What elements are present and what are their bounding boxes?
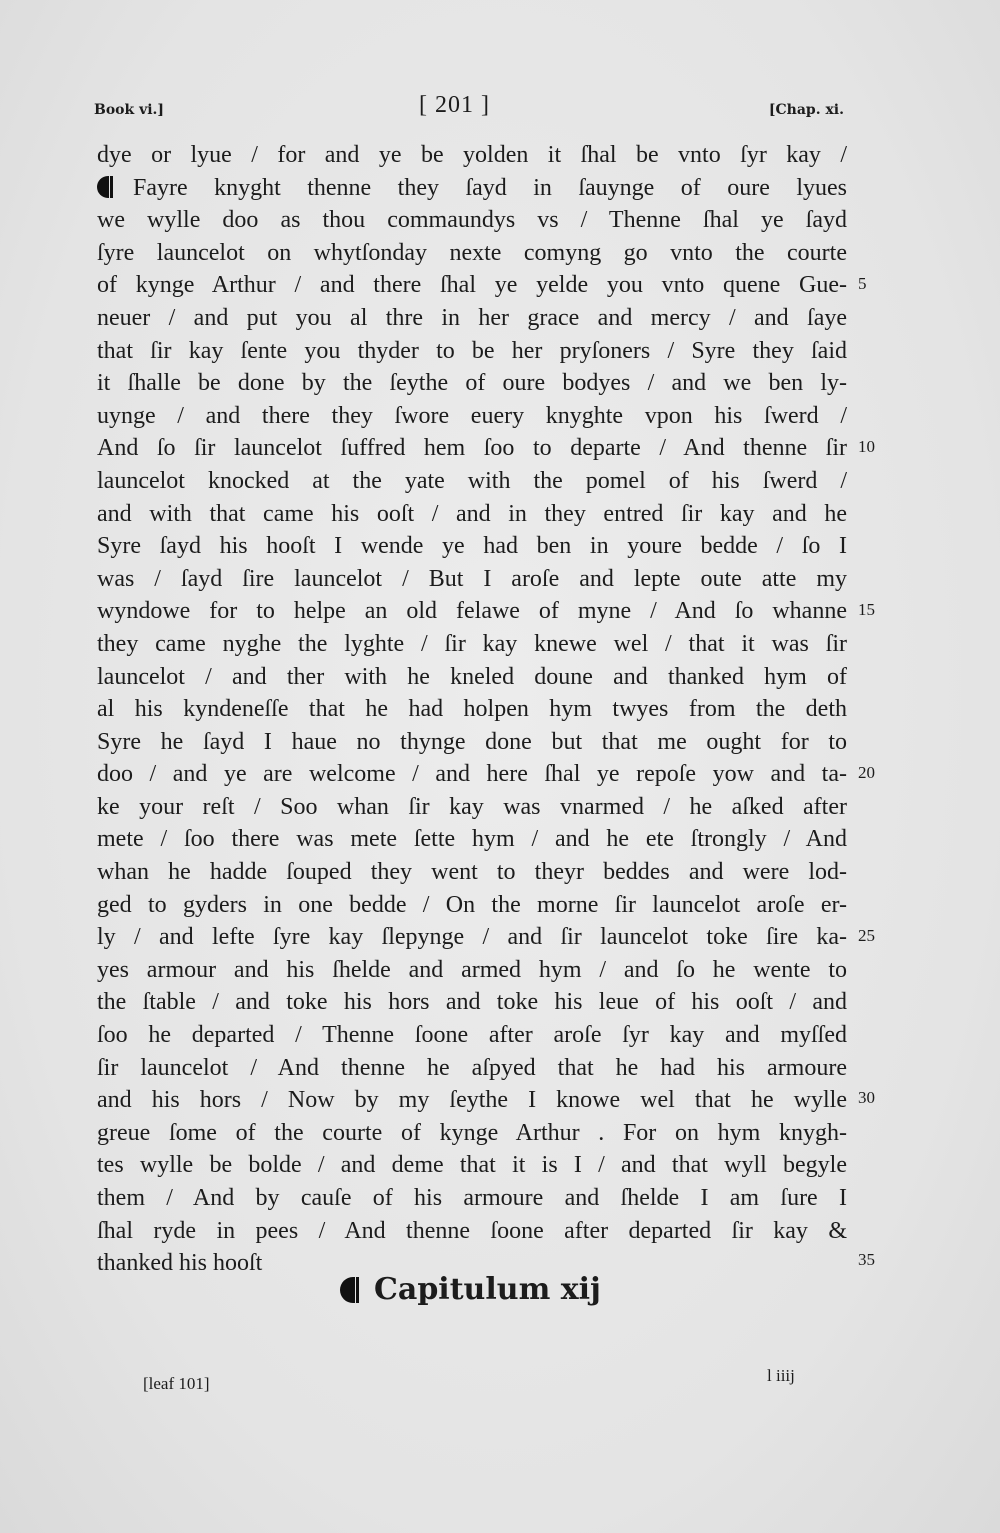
- text-line-13: Syre ſayd his hooſt I wende ye had ben in youre bedde / ſo I: [97, 533, 847, 560]
- text-line-2-text: Fayre knyght thenne they ſayd in ſauynge of oure lyues: [133, 174, 847, 201]
- text-line-34: ſhal ryde in pees / And thenne ſoone after departed ſir kay &: [97, 1217, 847, 1244]
- chapter-heading: [340, 1272, 660, 1312]
- text-line-35: thanked his hooſt: [97, 1250, 263, 1277]
- text-line-30: and his hors / Now by my ſeythe I knowe wel that he wylle: [97, 1087, 847, 1114]
- text-line-9: uynge / and there they ſwore euery knyghte vpon his ſwerd /: [97, 402, 847, 429]
- text-line-16: they came nyghe the lyghte / ſir kay knewe wel / that it was ſir: [97, 630, 847, 657]
- line-number-30: 30: [858, 1088, 875, 1107]
- header-book: Book vi.]: [94, 102, 165, 118]
- text-line-25: ly / and lefte ſyre kay ſlepynge / and ſir launcelot toke ſire ka-: [97, 924, 847, 951]
- text-line-26: yes armour and his ſhelde and armed hym / and ſo he wente to: [97, 956, 847, 983]
- chapter-heading-text: Capitulum xij: [374, 1272, 601, 1307]
- text-line-7: that ſir kay ſente you thyder to be her pryſoners / Syre they ſaid: [97, 337, 847, 364]
- text-line-21: ke your reſt / Soo whan ſir kay was vnarmed / he aſked after: [97, 793, 847, 820]
- text-line-5: of kynge Arthur / and there ſhal ye yelde you vnto quene Gue-: [97, 272, 847, 299]
- text-line-2: [97, 172, 847, 205]
- text-line-32: tes wylle be bolde / and deme that it is I / and that wyll begyle: [97, 1152, 847, 1179]
- text-line-31: greue ſome of the courte of kynge Arthur . For on hym knygh-: [97, 1119, 847, 1146]
- text-line-23: whan he hadde ſouped they went to theyr beddes and were lod-: [97, 859, 847, 886]
- footer-leaf: [leaf 101]: [143, 1374, 210, 1393]
- text-line-8: it ſhalle be done by the ſeythe of oure bodyes / and we ben ly-: [97, 370, 847, 397]
- text-line-3: we wylle doo as thou commaundys vs / Thenne ſhal ye ſayd: [97, 207, 847, 234]
- text-line-22: mete / ſoo there was mete ſette hym / and he ete ſtrongly / And: [97, 826, 847, 853]
- page-number: [ 201 ]: [419, 92, 490, 118]
- text-line-10: And ſo ſir launcelot ſuffred hem ſoo to departe / And thenne ſir: [97, 435, 847, 462]
- text-line-15: wyndowe for to helpe an old felawe of myne / And ſo whanne: [97, 598, 847, 625]
- footer-signature: l iiij: [767, 1366, 795, 1385]
- body-text: [97, 139, 847, 1280]
- text-line-18: al his kyndeneſſe that he had holpen hym twyes from the deth: [97, 696, 847, 723]
- pilcrow-icon: [97, 175, 119, 197]
- text-line-4: ſyre launcelot on whytſonday nexte comyng go vnto the courte: [97, 239, 847, 266]
- text-line-17: launcelot / and ther with he kneled doune and thanked hym of: [97, 663, 847, 690]
- pilcrow-icon: [340, 1275, 366, 1301]
- text-line-1: dye or lyue / for and ye be yolden it ſhal be vnto ſyr kay /: [97, 142, 847, 168]
- line-number-20: 20: [858, 763, 875, 782]
- text-line-20: doo / and ye are welcome / and here ſhal ye repoſe yow and ta-: [97, 761, 847, 788]
- line-number-35: 35: [858, 1250, 875, 1269]
- text-line-28: ſoo he departed / Thenne ſoone after aroſe ſyr kay and myſſed: [97, 1022, 847, 1049]
- text-line-14: was / ſayd ſire launcelot / But I aroſe and lepte oute atte my: [97, 565, 847, 592]
- line-number-5: 5: [858, 274, 867, 293]
- text-line-11: launcelot knocked at the yate with the pomel of his ſwerd /: [97, 467, 847, 494]
- text-line-12: and with that came his ooſt / and in they entred ſir kay and he: [97, 500, 847, 527]
- header-chapter: [Chap. xi.: [768, 102, 844, 118]
- text-line-6: neuer / and put you al thre in her grace and mercy / and ſaye: [97, 304, 847, 331]
- line-number-25: 25: [858, 926, 875, 945]
- text-line-33: them / And by cauſe of his armoure and ſhelde I am ſure I: [97, 1185, 847, 1211]
- text-line-29: ſir launcelot / And thenne he aſpyed that he had his armoure: [97, 1054, 847, 1081]
- text-line-19: Syre he ſayd I haue no thynge done but that me ought for to: [97, 728, 847, 755]
- running-header: [94, 92, 844, 132]
- text-line-27: the ſtable / and toke his hors and toke his leue of his ooſt / and: [97, 989, 847, 1016]
- text-line-24: ged to gyders in one bedde / On the morne ſir launcelot aroſe er-: [97, 891, 847, 918]
- line-number-15: 15: [858, 600, 875, 619]
- line-number-10: 10: [858, 437, 875, 456]
